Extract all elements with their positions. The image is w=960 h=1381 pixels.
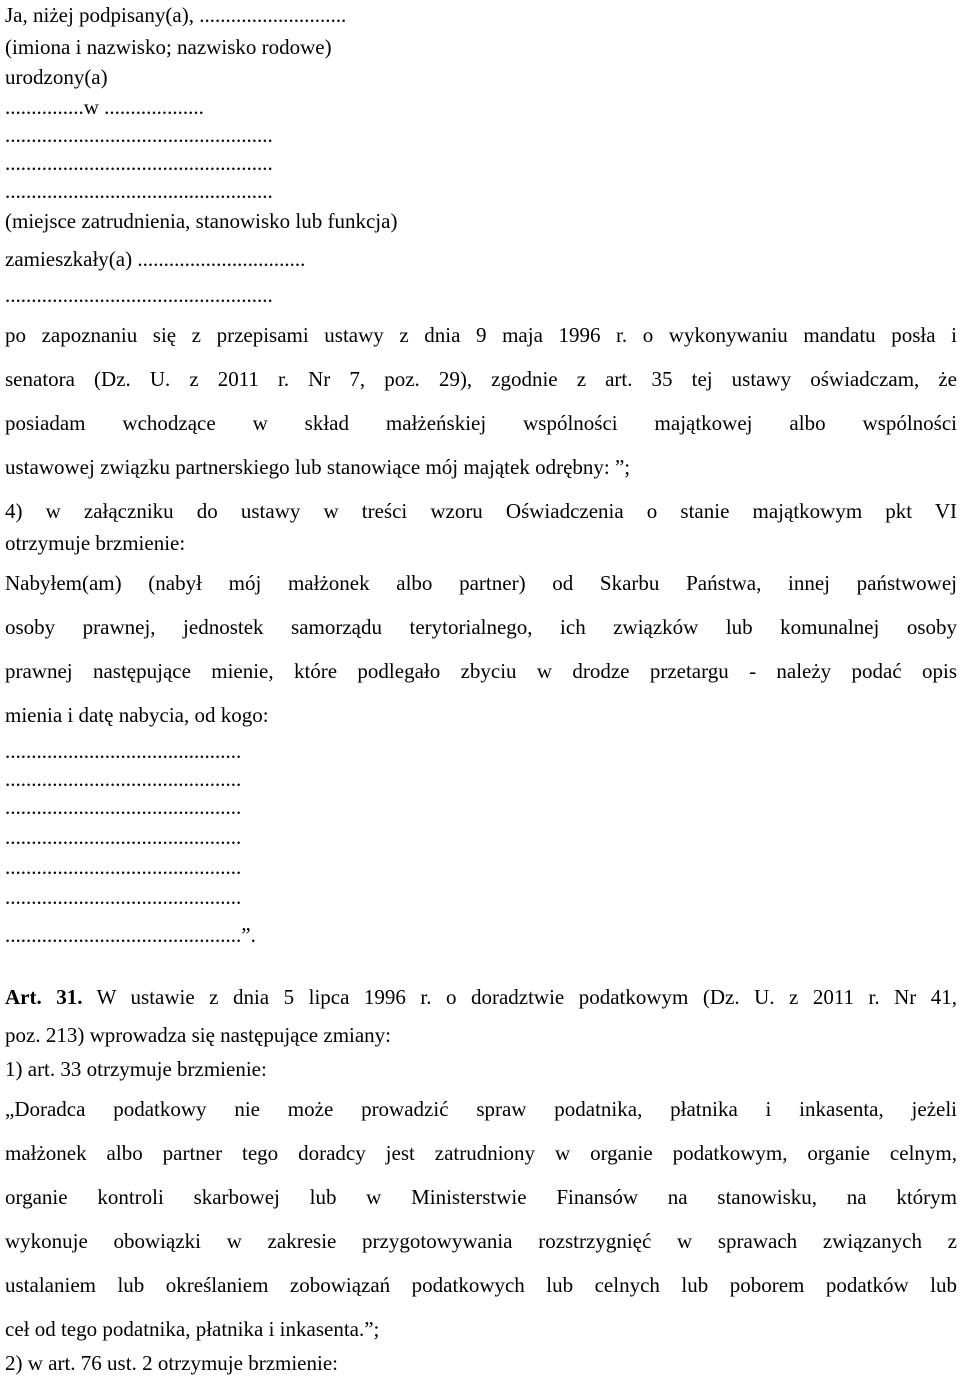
article-31-label: Art. 31. [5, 985, 83, 1009]
born-label: urodzony(a) [5, 65, 108, 89]
article-31-line: poz. 213) wprowadza się następujące zmiany: [5, 1023, 392, 1047]
point-4-line: otrzymuje brzmienie: [5, 531, 186, 555]
dotted-line: ............................................. [5, 795, 242, 819]
article-31-line [5, 984, 957, 1010]
paragraph-line: ustawowej związku partnerskiego lub stanowiące mój majątek odrębny: ”; [5, 455, 631, 479]
dotted-line: ............................................. [5, 739, 242, 763]
point-4-line: 4) w załączniku do ustawy w treści wzoru Oświadczenia o stanie majątkowym pkt VI [5, 499, 957, 523]
name-caption: (imiona i nazwisko; nazwisko rodowe) [5, 35, 332, 59]
quoted-paragraph-line: ceł od tego podatnika, płatnika i inkasenta.”; [5, 1317, 380, 1341]
dotted-line-end: .............................................”. [5, 923, 256, 947]
quoted-paragraph-line: małżonek albo partner tego doradcy jest zatrudniony w organie podatkowym, organie celnym, [5, 1141, 957, 1165]
paragraph-line: po zapoznaniu się z przepisami ustawy z dnia 9 maja 1996 r. o wykonywaniu mandatu posła i [5, 323, 957, 347]
quoted-paragraph-line: organie kontroli skarbowej lub w Ministerstwie Finansów na stanowisku, na którym [5, 1185, 957, 1209]
declarant-line: Ja, niżej podpisany(a), ............................ [5, 3, 347, 27]
dotted-line: ............................................. [5, 855, 242, 879]
blank-line: ................................................... [5, 179, 273, 203]
dotted-line: ............................................. [5, 767, 242, 791]
paragraph-line: senatora (Dz. U. z 2011 r. Nr 7, poz. 29), zgodnie z art. 35 tej ustawy oświadczam, że [5, 367, 957, 391]
article-76-line: 2) w art. 76 ust. 2 otrzymuje brzmienie: [5, 1351, 338, 1375]
paragraph-line: posiadam wchodzące w skład małżeńskiej wspólności majątkowej albo wspólności [5, 411, 957, 435]
article-31-text: W ustawie z dnia 5 lipca 1996 r. o doradztwie podatkowym (Dz. U. z 2011 r. Nr 41, [82, 985, 957, 1009]
dotted-line: ............................................. [5, 885, 242, 909]
quoted-paragraph-line: ustalaniem lub określaniem zobowiązań podatkowych lub celnych lub poborem podatków lub [5, 1273, 957, 1297]
article-31-point-1: 1) art. 33 otrzymuje brzmienie: [5, 1057, 267, 1081]
employment-caption: (miejsce zatrudnienia, stanowisko lub funkcja) [5, 209, 398, 233]
acquisition-line: prawnej następujące mienie, które podlegało zbyciu w drodze przetargu - należy podać opis [5, 659, 957, 683]
blank-line: ................................................... [5, 151, 273, 175]
dotted-line: ............................................. [5, 825, 242, 849]
blank-line: ................................................... [5, 123, 273, 147]
residence-line: zamieszkały(a) ................................ [5, 247, 306, 271]
acquisition-line: mienia i datę nabycia, od kogo: [5, 703, 269, 727]
quoted-paragraph-line: wykonuje obowiązki w zakresie przygotowywania rozstrzygnięć w sprawach związanych z [5, 1229, 957, 1253]
quoted-paragraph-line: „Doradca podatkowy nie może prowadzić spraw podatnika, płatnika i inkasenta, jeżeli [5, 1097, 957, 1121]
acquisition-line: osoby prawnej, jednostek samorządu terytorialnego, ich związków lub komunalnej osoby [5, 615, 957, 639]
acquisition-line: Nabyłem(am) (nabył mój małżonek albo partner) od Skarbu Państwa, innej państwowej [5, 571, 957, 595]
blank-line: ................................................... [5, 283, 273, 307]
birth-place-line: ...............w ................... [5, 95, 204, 119]
